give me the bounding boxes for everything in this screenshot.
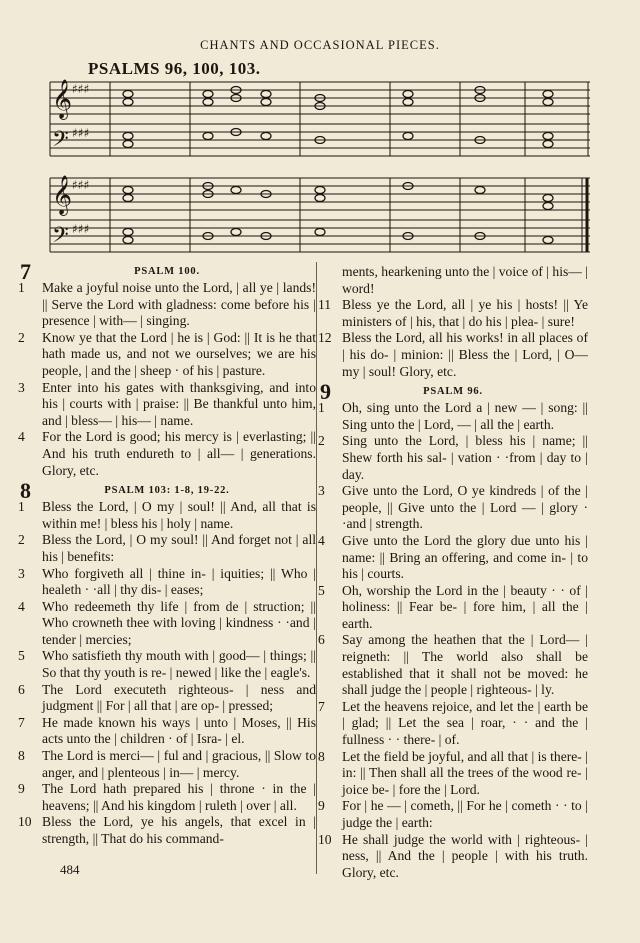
verse-number: 1 xyxy=(318,400,325,416)
verse-number: 6 xyxy=(318,632,325,648)
running-header: CHANTS AND OCCASIONAL PIECES. xyxy=(200,38,440,52)
verse-number: 1 xyxy=(18,499,25,515)
right-column xyxy=(318,264,588,881)
verse-number: 11 xyxy=(318,297,332,313)
left-column xyxy=(18,259,316,848)
verse-text: Give unto the Lord, O ye kindreds | of the | people, || Give unto the | Lord — | glory · ·and | strength. xyxy=(342,483,588,532)
verse xyxy=(18,648,316,681)
verse xyxy=(318,832,588,882)
treble-clef-icon: 𝄞 xyxy=(52,79,73,119)
verse xyxy=(318,483,588,533)
verse-text: Oh, worship the Lord in the | beauty · · of | holiness: || Fear be- | fore him, | all the | earth. xyxy=(342,582,588,631)
verse-text: For | he — | cometh, || For he | cometh · · to | judge the | earth: xyxy=(342,798,588,830)
verse-text: Sing unto the Lord, | bless his | name; || Shew forth his sal- | vation · ·from | day to | day. xyxy=(342,433,588,482)
verse-number: 7 xyxy=(318,698,325,714)
verse xyxy=(18,532,316,565)
column-divider xyxy=(316,262,317,874)
verse-text: The Lord is merci— | ful and | gracious, || Slow to anger, and | plenteous | in— | mercy. xyxy=(42,748,316,780)
verse xyxy=(18,682,316,715)
verse-text: Bless the Lord, | O my | soul! || And, all that is within me! | bless his | holy | name. xyxy=(42,499,316,531)
verse-number: 10 xyxy=(318,831,332,847)
verse-number: 8 xyxy=(18,748,25,764)
section-7 xyxy=(18,259,316,479)
verse-text: Who satisfieth thy mouth with | good— | things; || So that thy youth is re- | newed | like the | eagle's. xyxy=(42,648,316,681)
treble-clef-icon: 𝄞 xyxy=(52,175,73,215)
verse-number: 12 xyxy=(318,330,332,346)
verse-number: 4 xyxy=(318,532,325,548)
verse-text: Who forgiveth all | thine in- | iquities; || Who | healeth · ·all | thy dis- | eases; xyxy=(42,565,316,598)
verse xyxy=(18,499,316,532)
verse-number: 5 xyxy=(18,648,25,664)
verse xyxy=(318,533,588,583)
verse-text: Say among the heathen that the | Lord— | reigneth: || The world also shall be established that it shall not be moved: he shall judge the | people | righteous- | ly. xyxy=(342,632,588,698)
verse-text: He made known his ways | unto | Moses, || His acts unto the | children · of | Isra- | el. xyxy=(42,714,316,747)
page-number: 484 xyxy=(60,862,80,877)
verse-number: 9 xyxy=(18,781,25,797)
verse-number: 4 xyxy=(18,429,25,445)
verse xyxy=(318,749,588,799)
verse xyxy=(18,715,316,748)
chant-title: PSALMS 96, 100, 103. xyxy=(88,59,261,78)
verse-number: 3 xyxy=(18,379,25,395)
section-9 xyxy=(318,379,588,881)
verse-text: Who redeemeth thy life | from de | struction; || Who crowneth thee with loving | kindness · ·and | tender | mercies; xyxy=(42,598,316,647)
staff-bass-1 xyxy=(50,124,590,156)
verse-number: 2 xyxy=(18,532,25,548)
verse-number: 3 xyxy=(18,565,25,581)
verse-number: 1 xyxy=(18,280,25,295)
verse xyxy=(318,798,588,831)
verse-text: Make a joyful noise unto the Lord, | all ye | lands! || Serve the Lord with gladness: come before his | presence | with— | singing. xyxy=(42,280,316,329)
verse-number: 5 xyxy=(318,582,325,598)
verse xyxy=(318,583,588,633)
verse-text: Enter into his gates with thanksgiving, and into his | courts with | praise: || Be thankful unto him, and | bless— | his— | name. xyxy=(42,379,316,428)
verse-number: 2 xyxy=(318,433,325,449)
verse xyxy=(18,599,316,649)
verse xyxy=(18,429,316,479)
key-signature-sharps: ♯♯♯ xyxy=(72,82,90,96)
verse xyxy=(18,566,316,599)
verse-number: 6 xyxy=(18,681,25,697)
verse-text: Bless ye the Lord, all | ye his | hosts! || Ye ministers of | his, that | do his | plea- | sure! xyxy=(342,297,588,329)
verse-text: For the Lord is good; his mercy is | everlasting; || And his truth endureth to | all— | generations. Glory, etc. xyxy=(42,429,316,478)
section-number: 8 xyxy=(20,478,31,504)
verse xyxy=(318,433,588,483)
verse-text: Bless the Lord, ye his angels, that excel in | strength, || That do his command- xyxy=(42,814,316,846)
verse-text: He shall judge the world with | righteous- | ness, || And the | people | with his truth. Glory, etc. xyxy=(342,831,588,880)
verse xyxy=(18,380,316,430)
bass-clef-icon: 𝄢 xyxy=(52,223,69,253)
verse xyxy=(318,297,588,330)
verse-text: Let the field be joyful, and all that | is there- | in: || Then shall all the trees of the wood re- | joice be- | fore the | Lord. xyxy=(342,748,588,797)
verse-text: Know ye that the Lord | he is | God: || It is he that hath made us, and not we ourselves; we are his people, | and the | sheep · of his | pasture. xyxy=(42,329,316,378)
section-8 xyxy=(18,478,316,847)
section-number: 9 xyxy=(320,379,331,405)
verse-text: The Lord executeth righteous- | ness and judgment || For | all that | are op- | pressed; xyxy=(42,681,316,714)
key-signature-sharps: ♯♯♯ xyxy=(72,126,90,140)
bass-clef-icon: 𝄢 xyxy=(52,127,69,157)
verse-continuation: ments, hearkening unto the | voice of | his— | word! xyxy=(342,264,589,296)
barlines xyxy=(110,82,588,252)
verse-number: 10 xyxy=(18,814,32,830)
verse-number: 3 xyxy=(318,483,325,499)
verse xyxy=(318,400,588,433)
verse-text: Oh, sing unto the Lord a | new — | song: || Sing unto the | Lord, — | all the | earth. xyxy=(342,400,588,432)
section-heading: PSALM 100. xyxy=(134,266,200,277)
verse-number: 7 xyxy=(18,714,25,730)
verse-number: 4 xyxy=(18,598,25,614)
verse xyxy=(18,280,316,330)
verse-number: 2 xyxy=(18,329,25,345)
verse-number: 9 xyxy=(318,798,325,814)
verse xyxy=(318,330,588,380)
key-signature-sharps: ♯♯♯ xyxy=(72,178,90,192)
verse xyxy=(318,699,588,749)
verse xyxy=(18,814,316,847)
verse-text: The Lord hath prepared his | throne · in the | heavens; || And his kingdom | ruleth | over | all. xyxy=(42,781,316,813)
verse-number: 8 xyxy=(318,748,325,764)
chant-music-notation xyxy=(0,0,640,265)
verse-text: Bless the Lord, all his works! in all places of | his do- | minion: || Bless the | Lord, | O— my | soul! Glory, etc. xyxy=(342,330,588,379)
verse xyxy=(318,632,588,698)
section-heading: PSALM 103: 1-8, 19-22. xyxy=(104,485,230,497)
section-heading: PSALM 96. xyxy=(423,386,483,398)
section-number: 7 xyxy=(20,259,31,284)
verse-text: Give unto the Lord the glory due unto his | name: || Bring an offering, and come in- | to his | courts. xyxy=(342,532,588,582)
verse-text: Let the heavens rejoice, and let the | earth be | glad; || Let the sea | roar, · · and the | fullness · · there- | of. xyxy=(342,698,588,748)
verse xyxy=(18,330,316,380)
verse xyxy=(18,748,316,781)
verse-text: Bless the Lord, | O my soul! || And forget not | all his | benefits: xyxy=(42,532,316,564)
key-signature-sharps: ♯♯♯ xyxy=(72,222,90,236)
verse xyxy=(18,781,316,814)
